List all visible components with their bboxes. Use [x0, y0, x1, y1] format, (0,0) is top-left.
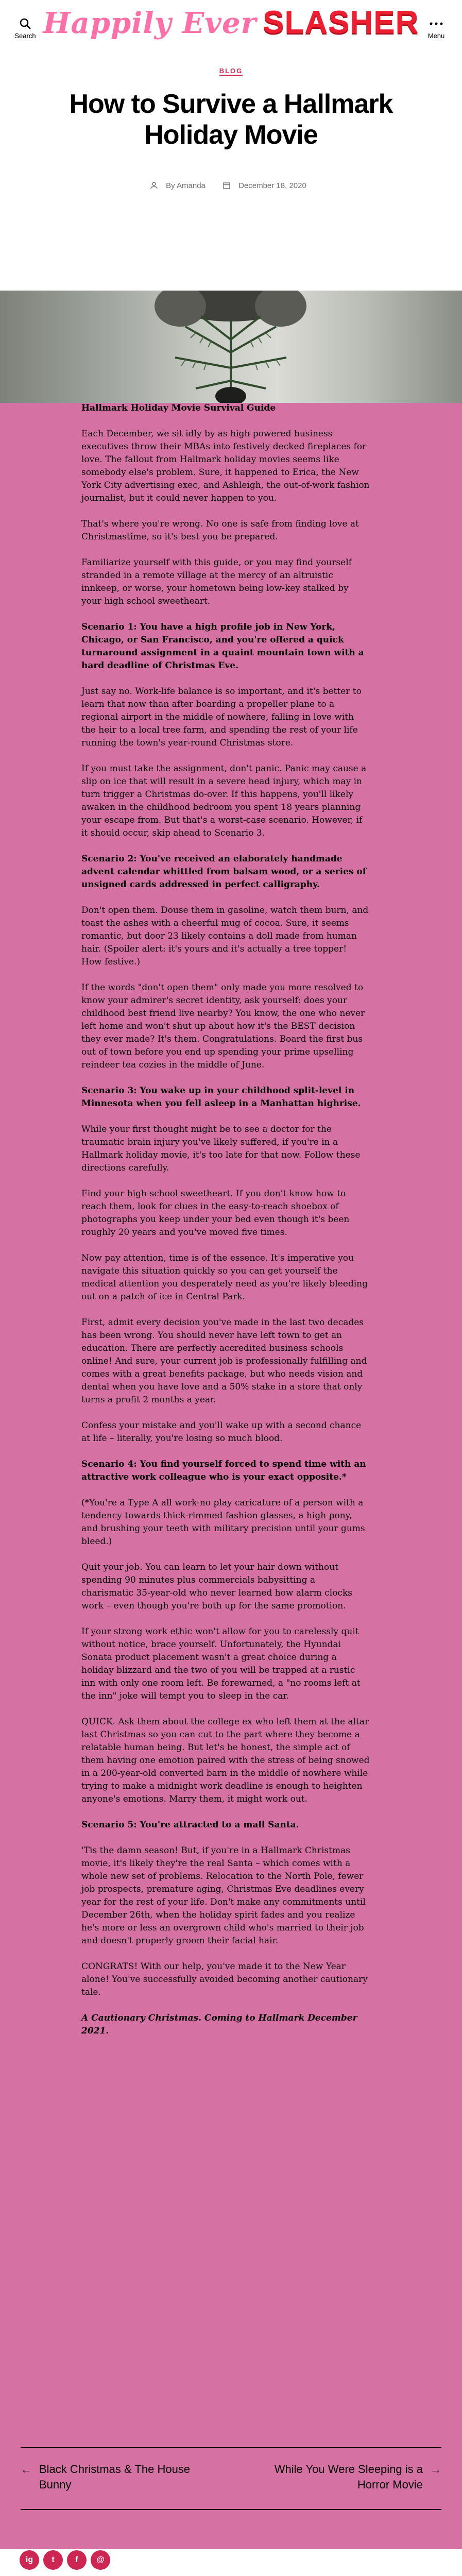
arrow-left-icon: ← [21, 2463, 32, 2476]
paragraph: Familiarize yourself with this guide, or you may find yourself stranded in a remote village at the mercy of an altruistic innkeep, or worse, your hometown being low-key stalked by your high school sweetheart. [81, 557, 352, 606]
calendar-icon [223, 182, 230, 189]
paragraph: If your strong work ethic won't allow for you to carelessly quit without notice, brace yourself. Unfortunately, the Hyundai Sonata product placement wasn't a great choice during a holiday blizzard and the two of you will be trapped at a rustic inn with only one room left. Be forewarned, a "no rooms left at the inn" joke will tempt you to sleep in the car. [81, 1626, 361, 1701]
paragraph: If you must take the assignment, don't panic. Panic may cause a slip on ice that will result in a severe head injury, which may in turn trigger a Christmas do-over. If this happens, you'll likely awaken in the childhood bedroom you spent 18 years planning your escape from. But that's a worst-case scenario. However, if it should occur, skip ahead to Scenario 3. [81, 764, 367, 838]
user-icon [150, 182, 158, 189]
scenario-5-heading: Scenario 5: You're attracted to a mall Santa. [81, 1820, 299, 1830]
category-link[interactable]: BLOG [219, 67, 243, 75]
menu-label: Menu [427, 32, 445, 40]
scenario-1-heading: Scenario 1: You have a high profile job in New York, Chicago, or San Francisco, and you're offered a quick turnaround assignment in a quaint mountain town with a hard deadline of Christmas Eve. [81, 622, 364, 671]
date-meta [223, 181, 312, 190]
post-content [81, 402, 370, 2050]
menu-dots-icon [429, 18, 444, 30]
paragraph: If the words "don't open them" only made you more resolved to know your admirer's secret identity, ask yourself: does your childhood best friend live nearby? You know, the one who never left home and won't shut up about how it's the BEST decision they ever made? It's them. Congratulations. Board the first bus out of town before you end up spending your prime upselling reindeer tea cozies in the middle of June. [81, 982, 365, 1070]
prev-post-title: Black Christmas & The House Bunny [39, 2463, 191, 2491]
paragraph: (*You're a Type A all work-no play caricature of a person with a tendency towards thick-rimmed fashion glasses, a high pony, and brushing your teeth with military precision until your gums bleed.) [81, 1498, 365, 1547]
next-post-title: While You Were Sleeping is a Horror Movie [274, 2463, 423, 2491]
paragraph: Just say no. Work-life balance is so important, and it's better to learn that now than after boarding a propeller plane to a regional airport in the middle of nowhere, falling in love with the heir to a local tree farm, and spending the rest of your life running the town's year-round Christmas store. [81, 686, 362, 748]
paragraph: Confess your mistake and you'll wake up with a second chance at life – literally, you're losing so much blood. [81, 1420, 362, 1444]
scenario-3-heading: Scenario 3: You wake up in your childhood split-level in Minnesota when you fell asleep in a Manhattan highrise. [81, 1086, 361, 1109]
post-title: How to Survive a Hallmark Holiday Movie [69, 89, 393, 150]
date-link[interactable]: December 18, 2020 [238, 181, 306, 190]
featured-image-art [0, 291, 462, 403]
site-logo[interactable] [0, 4, 462, 41]
scenario-4-heading: Scenario 4: You find yourself forced to spend time with an attractive work colleague who is your exact opposite.* [81, 1459, 366, 1482]
closing-line: A Cautionary Christmas. Coming to Hallmark December 2021. [81, 2013, 357, 2036]
twitter-icon[interactable]: t [43, 2550, 63, 2570]
nav-divider-top [21, 2447, 441, 2448]
author-link[interactable]: By Amanda [166, 181, 206, 190]
paragraph: That's where you're wrong. No one is safe from finding love at Christmastime, so it's best you be prepared. [81, 519, 359, 542]
featured-image [0, 291, 462, 403]
paragraph: Find your high school sweetheart. If you don't know how to reach them, look for clues in the easy-to-reach shoebox of photographs you keep under your bed even though it's been roughly 20 years and you've moved five times. [81, 1189, 350, 1238]
post-meta [0, 181, 462, 190]
paragraph: 'Tis the damn season! But, if you're in a Hallmark Christmas movie, it's likely they're the real Santa – which comes with a whole new set of problems. Relocation to the North Pole, fewer job prospects, premature aging, Christmas Eve deadlines every year for the rest of your life. Don't make any commitments until December 26th, when the holiday spirit fades and you realize he's more or less an overgrown child who's married to their job and doesn't properly groom their facial hair. [81, 1845, 366, 1946]
paragraph: CONGRATS! With our help, you've made it to the New Year alone! You've successfully avoided becoming another cautionary tale. [81, 1961, 368, 1997]
paragraph: While your first thought might be to see a doctor for the traumatic brain injury you've likely suffered, if you're in a Hallmark holiday movie, it's too late for that now. Follow these directions carefully. [81, 1124, 361, 1173]
paragraph: First, admit every decision you've made in the last two decades has been wrong. You should never have left town to get an education. There are perfectly accredited business schools online! And sure, your current job is professionally fulfilling and comes with a great benefits package, but who needs vision and dental when you have love and a 50% stake in a store that only turns a profit 2 months a year. [81, 1317, 367, 1405]
paragraph: Each December, we sit idly by as high powered business executives throw their MBAs into festively decked fireplaces for love. The fallout from Hallmark holiday movies seems like somebody else's problem. Sure, it happened to Erica, the New York City advertising exec, and Ashleigh, the out-of-work fashion journalist, but it could never happen to you. [81, 429, 370, 503]
menu-toggle[interactable] [418, 18, 454, 40]
instagram-icon[interactable]: ig [20, 2550, 39, 2570]
social-menu [20, 2550, 114, 2570]
search-label: Search [14, 32, 36, 40]
guide-heading: Hallmark Holiday Movie Survival Guide [81, 403, 276, 413]
facebook-icon[interactable]: f [67, 2550, 87, 2570]
logo-part1: Happily Ever [43, 6, 257, 40]
scenario-2-heading: Scenario 2: You've received an elaborately handmade advent calendar whittled from balsam wood, or a series of unsigned cards addressed in perfect calligraphy. [81, 854, 367, 890]
paragraph: QUICK. Ask them about the college ex who left them at the altar last Christmas so you can cut to the part where they become a relatable human being. But let's be honest, the simple act of them having one emotion paired with the stress of being snowed in a 200-year-old converted barn in the middle of nowhere while trying to make a midnight work deadline is enough to heighten anyone's emotions. Marry them, it might work out. [81, 1717, 370, 1804]
arrow-right-icon: → [430, 2463, 441, 2476]
logo-part2: SLASHER [263, 5, 419, 40]
author-meta [150, 181, 213, 190]
nav-divider-bottom [21, 2509, 441, 2510]
paragraph: Don't open them. Douse them in gasoline, watch them burn, and toast the ashes with a cheerful mug of cocoa. Sure, it seems romantic, but door 23 likely contains a doll made from human hair. (Spoiler alert: it's yours and it's actually a tree topper! How festive.) [81, 905, 369, 967]
email-icon[interactable]: @ [91, 2550, 110, 2570]
paragraph: Quit your job. You can learn to let your hair down without spending 90 minutes plus commercials babysitting a charismatic 35-year-old who never learned how alarm clocks work – even though you're both up for the same promotion. [81, 1562, 352, 1611]
site-header [0, 0, 462, 58]
next-post-link[interactable] [247, 2462, 441, 2493]
post-category [0, 67, 462, 75]
prev-post-link[interactable] [21, 2462, 196, 2493]
paragraph: Now pay attention, time is of the essence. It's imperative you navigate this situation quickly so you can get yourself the medical attention you desperately need as you're likely bleeding out on a patch of ice in Central Park. [81, 1253, 368, 1302]
